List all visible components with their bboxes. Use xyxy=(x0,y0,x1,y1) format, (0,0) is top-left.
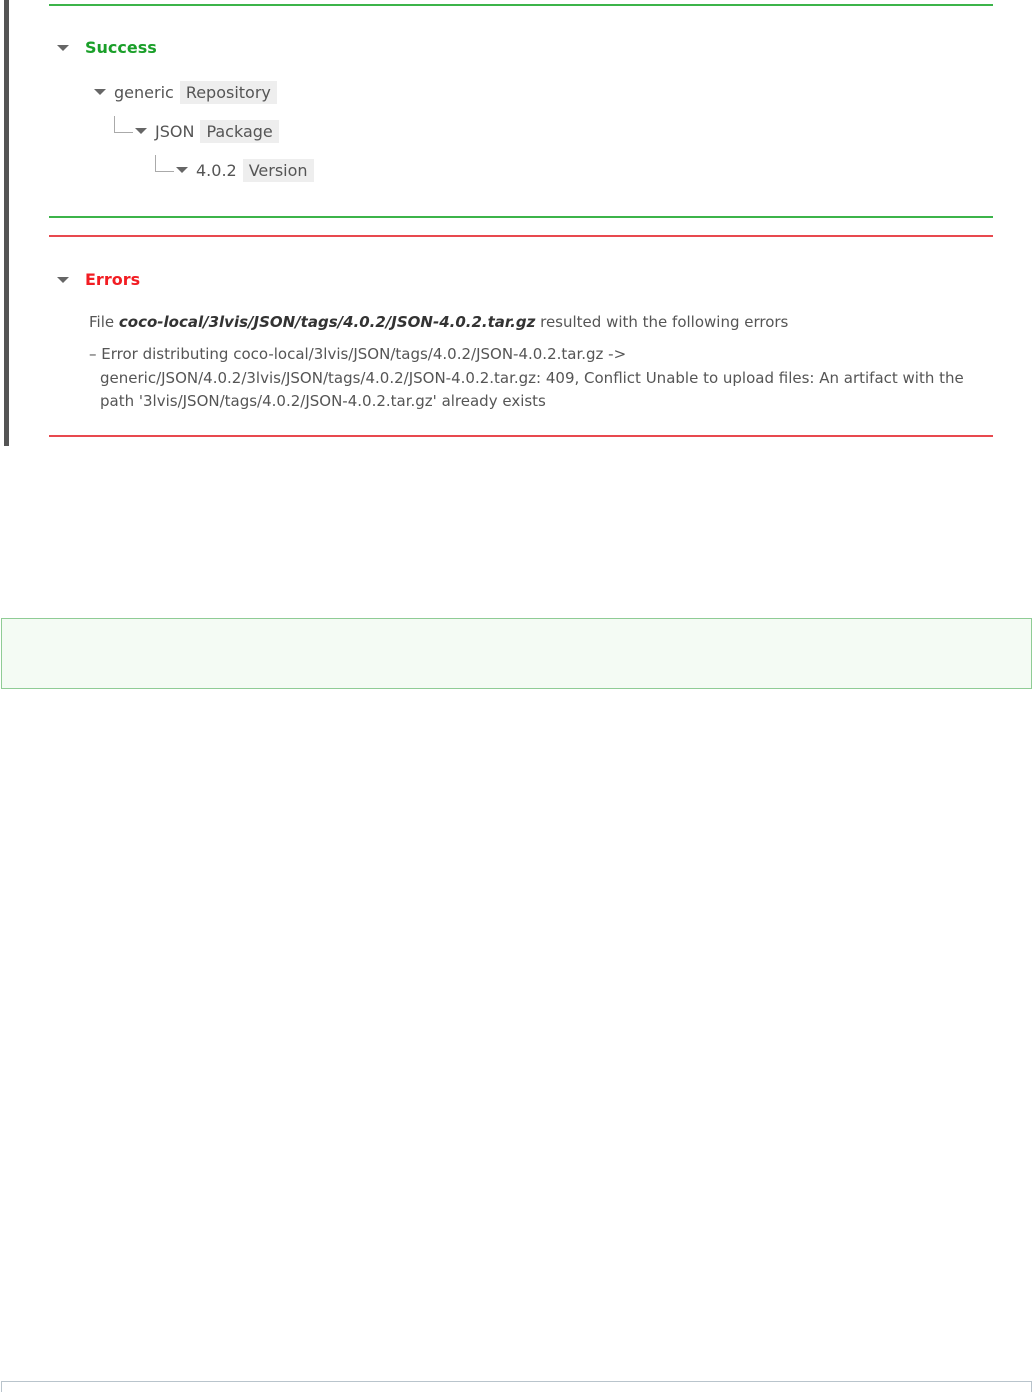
success-bottom-divider xyxy=(49,216,993,218)
tree-node-type-badge: Repository xyxy=(180,81,277,104)
tree-node-package[interactable] xyxy=(135,118,279,144)
error-file-line xyxy=(89,313,788,331)
success-alert-panel xyxy=(1,618,1032,689)
tree-connector xyxy=(114,116,133,133)
errors-title: Errors xyxy=(85,270,141,289)
success-title: Success xyxy=(85,38,157,57)
tree-node-name: 4.0.2 xyxy=(196,160,237,180)
error-file-path: coco-local/3lvis/JSON/tags/4.0.2/JSON-4.0.2.tar.gz xyxy=(118,313,536,331)
caret-down-icon[interactable] xyxy=(57,45,69,51)
tree-node-type-badge: Version xyxy=(243,159,314,182)
caret-down-icon[interactable] xyxy=(135,128,147,134)
tree-node-type-badge: Package xyxy=(200,120,278,143)
caret-down-icon[interactable] xyxy=(176,167,188,173)
tree-connector xyxy=(155,155,174,172)
caret-down-icon[interactable] xyxy=(94,89,106,95)
left-accent-bar xyxy=(4,0,9,446)
errors-bottom-divider xyxy=(49,435,993,437)
errors-top-divider xyxy=(49,235,993,237)
bottom-panel xyxy=(1,1381,1032,1392)
tree-node-repository[interactable] xyxy=(94,79,277,105)
tree-node-name: generic xyxy=(114,82,174,102)
success-section-toggle[interactable] xyxy=(57,38,157,57)
caret-down-icon[interactable] xyxy=(57,277,69,283)
success-top-divider xyxy=(49,4,993,6)
tree-node-name: JSON xyxy=(155,121,195,141)
tree-node-version[interactable] xyxy=(176,157,314,183)
file-prefix: File xyxy=(89,313,115,331)
errors-section-toggle[interactable] xyxy=(57,270,140,289)
error-message: – Error distributing coco-local/3lvis/JSON/tags/4.0.2/JSON-4.0.2.tar.gz -> generic/JSON/4.0.2/3lvis/JSON/tags/4.0.2/JSON-4.0.2.tar.gz: 409, Conflict Unable to upload files: An artifact with the path '3lvis/JSON/tags/4.0.2/JSON-4.0.2.tar.gz' already exists xyxy=(89,345,964,410)
file-suffix: resulted with the following errors xyxy=(540,313,789,331)
